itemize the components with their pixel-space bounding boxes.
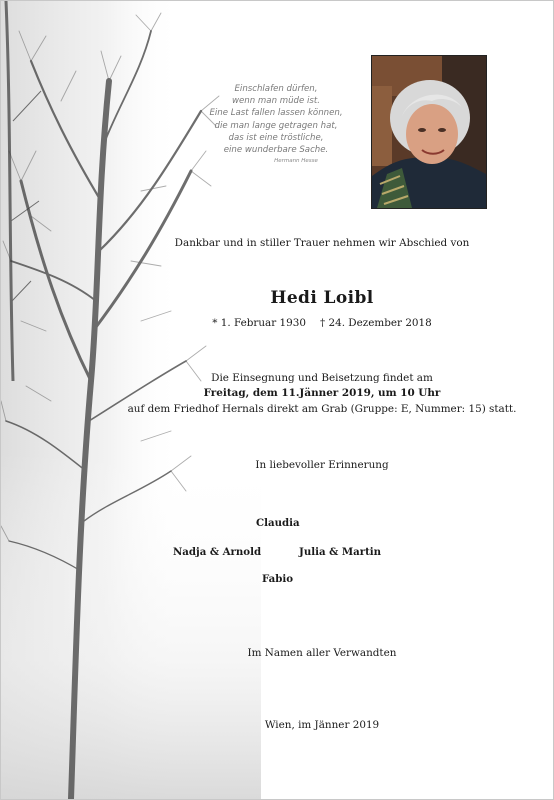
family-member-last: Fabio (262, 573, 294, 585)
memory-text: In liebevoller Erinnerung (255, 459, 389, 471)
ceremony-date: Freitag, dem 11.Jänner 2019, um 10 Uhr (203, 387, 441, 399)
poem-line: Eine Last fallen lassen können, (209, 108, 343, 119)
deceased-name: Hedi Loibl (270, 288, 374, 308)
birth-date: * 1. Februar 1930 (212, 317, 306, 329)
family-member-first: Claudia (256, 517, 300, 529)
poem-line: wenn man müde ist. (231, 96, 320, 107)
poem-line: eine wunderbare Sache. (223, 145, 329, 156)
poem-author: Hermann Hesse (274, 158, 318, 165)
ceremony-line-1: Die Einsegnung und Beisetzung findet am (211, 372, 433, 384)
ceremony-location: auf dem Friedhof Hernals direkt am Grab (Gruppe: E, Nummer: 15) statt. (127, 403, 517, 415)
intro-text: Dankbar und in stiller Trauer nehmen wir Abschied von (174, 237, 470, 249)
family-member-right: Julia & Martin (299, 546, 382, 558)
place-date: Wien, im Jänner 2019 (264, 719, 380, 731)
portrait-photo (371, 55, 487, 209)
death-date: † 24. Dezember 2018 (319, 317, 432, 329)
poem-line: das ist eine tröstliche, (228, 132, 324, 143)
relatives-text: Im Namen aller Verwandten (247, 647, 397, 659)
life-dates (91, 317, 553, 329)
family-member-left: Nadja & Arnold (173, 546, 262, 558)
poem (191, 83, 361, 166)
poem-line: Einschlafen dürfen, (234, 84, 318, 94)
poem-line: die man lange getragen hat, (214, 120, 338, 131)
